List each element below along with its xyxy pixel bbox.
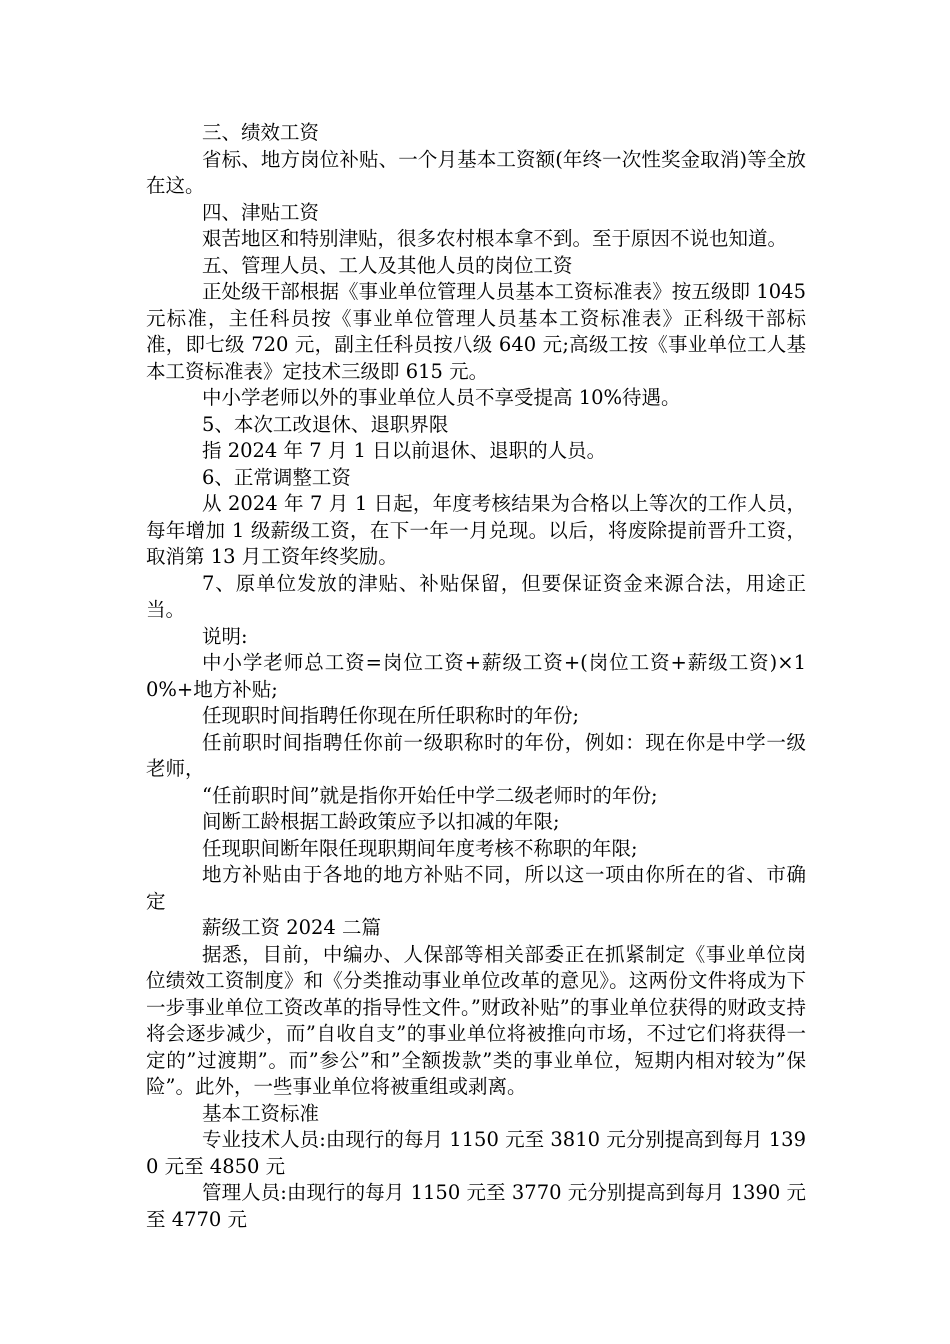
paragraph-regular-adjustment-content: 从 2024 年 7 月 1 日起，年度考核结果为合格以上等次的工作人员，每年增加 1 级薪级工资，在下一年一月兑现。以后，将废除提前晋升工资，取消第 13 月工资年终奖励。 [146, 492, 806, 568]
document-page [146, 120, 806, 1233]
paragraph-performance-pay-content: 省标、地方岗位补贴、一个月基本工资额(年终一次性奖金取消)等全放在这。 [146, 147, 806, 197]
paragraph-reform-news: 据悉，目前，中编办、人保部等相关部委正在抓紧制定《事业单位岗位绩效工资制度》和《分类推动事业单位改革的意见》。这两份文件将成为下一步事业单位工资改革的指导性文件。”财政补贴”的事业单位获得的财政支持将会逐步减少，而”自收自支”的事业单位将被推向市场，不过它们将获得一定的”过渡期”。而”参公”和”全额拨款”类的事业单位，短期内相对较为”保险”。此外，一些事业单位将被重组或剥离。 [146, 942, 806, 1098]
paragraph-retirement-boundary-content: 指 2024 年 7 月 1 日以前退休、退职的人员。 [202, 439, 607, 462]
section-heading-basic-pay-standard: 基本工资标准 [202, 1101, 320, 1125]
paragraph-allowance-retention: 7、原单位发放的津贴、补贴保留，但要保证资金来源合法，用途正当。 [146, 571, 806, 621]
paragraph-technical-staff-pay: 专业技术人员:由现行的每月 1150 元至 3810 元分别提高到每月 1390 元至 4850 元 [146, 1128, 806, 1178]
section-heading-grade-pay-2024: 薪级工资 2024 二篇 [202, 916, 382, 939]
section-heading-retirement-boundary: 5、本次工改退休、退职界限 [202, 412, 449, 436]
section-heading-regular-adjustment: 6、正常调整工资 [202, 465, 351, 489]
paragraph-local-subsidy: 地方补贴由于各地的地方补贴不同，所以这一项由你所在的省、市确定 [146, 863, 806, 913]
paragraph-previous-position-time: 任前职时间指聘任你前一级职称时的年份，例如：现在你是中学一级老师， [146, 730, 806, 780]
paragraph-allowance-pay-content: 艰苦地区和特别津贴，很多农村根本拿不到。至于原因不说也知道。 [202, 227, 788, 250]
paragraph-position-pay-standards: 正处级干部根据《事业单位管理人员基本工资标准表》按五级即 1045 元标准，主任科员按《事业单位管理人员基本工资标准表》正科级干部标准，即七级 720 元，副主任科员按八级 640 元;高级工按《事业单位工人基本工资标准表》定技术三级即 615 元。 [146, 280, 806, 383]
paragraph-current-position-time: 任现职时间指聘任你现在所任职称时的年份; [202, 704, 580, 727]
paragraph-previous-position-example: “任前职时间”就是指你开始任中学二级老师时的年份; [202, 783, 658, 807]
section-heading-performance-pay: 三、绩效工资 [202, 121, 320, 144]
section-heading-explanation: 说明: [202, 624, 248, 648]
section-heading-position-pay: 五、管理人员、工人及其他人员的岗位工资 [202, 253, 573, 277]
section-heading-allowance-pay: 四、津贴工资 [202, 200, 320, 224]
paragraph-interrupted-service: 间断工龄根据工龄政策应予以扣减的年限; [202, 810, 560, 833]
paragraph-total-salary-formula: 中小学老师总工资=岗位工资+薪级工资+(岗位工资+薪级工资)×10%+地方补贴; [146, 651, 806, 701]
paragraph-management-staff-pay: 管理人员:由现行的每月 1150 元至 3770 元分别提高到每月 1390 元至 4770 元 [146, 1181, 806, 1231]
paragraph-interrupted-years: 任现职间断年限任现职期间年度考核不称职的年限; [202, 836, 638, 860]
paragraph-teacher-bonus-note: 中小学老师以外的事业单位人员不享受提高 10%待遇。 [202, 386, 681, 409]
